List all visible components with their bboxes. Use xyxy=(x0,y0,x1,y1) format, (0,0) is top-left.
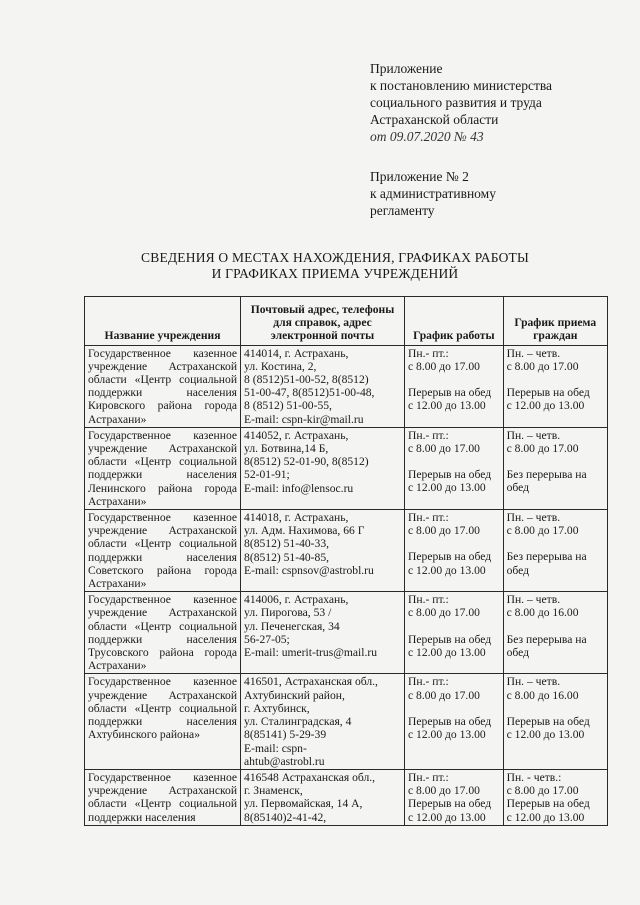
reception-schedule-cell-line: с 12.00 до 13.00 xyxy=(506,399,585,413)
work-schedule-cell-line: с 8.00 до 17.00 xyxy=(408,442,480,456)
table-row xyxy=(85,592,608,674)
reception-schedule-cell-line: Без перерыва на xyxy=(506,468,587,482)
work-schedule-cell-line: Перерыв на обед xyxy=(408,468,492,482)
attachment2-line: Приложение № 2 xyxy=(370,169,469,184)
address-cell-line: 8 (8512) 51-00-55, xyxy=(244,399,332,413)
institution-name: Государственное казенное учреждение Астраханской области «Центр социальной поддержки населения Ленинского района города Астрахани» xyxy=(85,427,241,509)
work-schedule-cell xyxy=(405,510,504,592)
work-schedule-cell-line: с 12.00 до 13.00 xyxy=(408,645,486,659)
institution-name: Государственное казенное учреждение Астраханской области «Центр социальной поддержки населения Трусовского района города Астрахани» xyxy=(85,592,241,674)
work-schedule-cell-line: Пн.- пт.: xyxy=(408,593,449,607)
reception-schedule-cell-line: с 12.00 до 13.00 xyxy=(506,810,585,824)
work-schedule-cell xyxy=(405,769,504,825)
address-cell-line: ул. Ботвина,14 Б, xyxy=(244,442,329,456)
work-schedule-cell-line: Перерыв на обед xyxy=(408,632,492,646)
header-address: Почтовый адрес, телефоны для справок, адрес электронной почты xyxy=(241,297,405,346)
address-cell-line: ahtub@astrobl.ru xyxy=(244,754,325,768)
work-schedule-cell-line: Пн.- пт.: xyxy=(408,346,449,360)
address-cell xyxy=(241,427,405,509)
address-cell-line: E-mail: umerit-trus@mail.ru xyxy=(244,646,378,660)
attachment2-line: регламенту xyxy=(370,203,435,218)
work-schedule-cell-line: с 12.00 до 13.00 xyxy=(408,810,486,824)
reception-schedule-cell-line: обед xyxy=(506,481,530,495)
address-cell-line: 8(85141) 5-29-39 xyxy=(244,728,327,742)
table-row xyxy=(85,674,608,769)
address-cell-line: 56-27-05; xyxy=(244,632,290,646)
reception-schedule-cell xyxy=(503,592,607,674)
spacer xyxy=(507,620,604,633)
address-cell-line: 8(85140)2-41-42, xyxy=(244,810,327,824)
address-cell-line: E-mail: cspn-kir@mail.ru xyxy=(244,412,364,426)
address-cell-line: 52-01-91; xyxy=(244,468,290,482)
attachment-line: Астраханской области xyxy=(370,112,499,127)
reception-schedule-cell xyxy=(503,345,607,427)
address-cell xyxy=(241,345,405,427)
address-cell-line: 8(8512) 52-01-90, 8(8512) xyxy=(244,455,369,469)
spacer xyxy=(507,702,604,715)
reception-schedule-cell-line: Без перерыва на xyxy=(506,550,587,564)
attachment-block xyxy=(370,60,552,145)
work-schedule-cell-line: Пн.- пт.: xyxy=(408,770,449,784)
work-schedule-cell xyxy=(405,592,504,674)
address-cell-line: ул. Костина, 2, xyxy=(244,359,317,373)
address-cell-line: Ахтубинский район, xyxy=(244,688,345,702)
reception-schedule-cell-line: Пн. – четв. xyxy=(506,675,561,689)
address-cell-line: 8(8512) 51-40-33, xyxy=(244,537,330,551)
work-schedule-cell-line: Перерыв на обед xyxy=(408,386,492,400)
reception-schedule-cell-line: Пн. – четв. xyxy=(506,346,561,360)
address-cell-line: E-mail: cspn- xyxy=(244,741,307,755)
reception-schedule-cell xyxy=(503,427,607,509)
work-schedule-cell-line: Перерыв на обед xyxy=(408,714,492,728)
attachment-date-line: от 09.07.2020 № 43 xyxy=(370,129,484,144)
reception-schedule-cell-line: с 8.00 до 16.00 xyxy=(506,688,579,702)
reception-schedule-cell-line: Пн. – четв. xyxy=(506,593,561,607)
address-cell-line: E-mail: info@lensoc.ru xyxy=(244,481,354,495)
address-cell xyxy=(241,592,405,674)
work-schedule-cell-line: с 8.00 до 17.00 xyxy=(408,688,480,702)
spacer xyxy=(408,455,500,468)
address-cell-line: 51-00-47, 8(8512)51-00-48, xyxy=(244,386,375,400)
address-cell xyxy=(241,769,405,825)
address-cell-line: 416548 Астраханская обл., xyxy=(244,770,376,784)
address-cell-line: ул. Первомайская, 14 А, xyxy=(244,797,363,811)
institution-name: Государственное казенное учреждение Астраханской области «Центр социальной поддержки населения Ахтубинского района» xyxy=(85,674,241,769)
reception-schedule-cell-line: Пн. – четв. xyxy=(506,511,561,525)
spacer xyxy=(507,537,604,550)
address-cell-line: ул. Адм. Нахимова, 66 Г xyxy=(244,524,365,538)
spacer xyxy=(408,620,500,633)
work-schedule-cell-line: Пн.- пт.: xyxy=(408,428,449,442)
spacer xyxy=(408,537,500,550)
institution-name: Государственное казенное учреждение Астраханской области «Центр социальной поддержки населения Советского района города Астрахани» xyxy=(85,510,241,592)
spacer xyxy=(408,373,500,386)
attachment2-line: к административному xyxy=(370,186,496,201)
work-schedule-cell-line: с 8.00 до 17.00 xyxy=(408,606,480,620)
address-cell-line: ул. Печенегская, 34 xyxy=(244,619,340,633)
work-schedule-cell xyxy=(405,345,504,427)
reception-schedule-cell-line: с 8.00 до 16.00 xyxy=(506,606,579,620)
address-cell-line: 414006, г. Астрахань, xyxy=(244,593,349,607)
reception-schedule-cell-line: Перерыв на обед xyxy=(506,386,590,400)
table-header-row xyxy=(85,297,608,346)
heading-line: СВЕДЕНИЯ О МЕСТАХ НАХОЖДЕНИЯ, ГРАФИКАХ РАБОТЫ xyxy=(141,250,529,265)
attachment-line: к постановлению министерства xyxy=(370,78,553,93)
institution-name: Государственное казенное учреждение Астраханской области «Центр социальной поддержки населения Кировского района города Астрахани» xyxy=(85,345,241,427)
attachment-line: Приложение xyxy=(370,61,443,76)
attachment2-block xyxy=(370,168,496,219)
table-row xyxy=(85,510,608,592)
address-cell-line: 8(8512) 51-40-85, xyxy=(244,550,330,564)
header-reception: График приема граждан xyxy=(503,297,607,346)
table-row xyxy=(85,345,608,427)
work-schedule-cell-line: Пн.- пт.: xyxy=(408,511,449,525)
reception-schedule-cell-line: с 12.00 до 13.00 xyxy=(506,728,585,742)
address-cell-line: г. Знаменск, xyxy=(244,784,303,798)
address-cell-line: г. Ахтубинск, xyxy=(244,701,310,715)
reception-schedule-cell-line: обед xyxy=(506,563,530,577)
work-schedule-cell xyxy=(405,674,504,769)
table-row xyxy=(85,769,608,825)
reception-schedule-cell-line: с 8.00 до 17.00 xyxy=(506,524,579,538)
address-cell xyxy=(241,674,405,769)
address-cell xyxy=(241,510,405,592)
address-cell-line: 414018, г. Астрахань, xyxy=(244,511,349,525)
reception-schedule-cell-line: Без перерыва на xyxy=(506,632,587,646)
spacer xyxy=(507,373,604,386)
reception-schedule-cell-line: Перерыв на обед xyxy=(506,797,590,811)
spacer xyxy=(408,702,500,715)
work-schedule-cell-line: с 8.00 до 17.00 xyxy=(408,784,480,798)
spacer xyxy=(507,455,604,468)
work-schedule-cell-line: с 12.00 до 13.00 xyxy=(408,399,486,413)
header-name: Название учреждения xyxy=(85,297,241,346)
address-cell-line: 416501, Астраханская обл., xyxy=(244,675,378,689)
institution-name: Государственное казенное учреждение Астраханской области «Центр социальной поддержки населения xyxy=(85,769,241,825)
work-schedule-cell-line: Перерыв на обед xyxy=(408,797,492,811)
work-schedule-cell-line: с 8.00 до 17.00 xyxy=(408,359,480,373)
address-cell-line: 414014, г. Астрахань, xyxy=(244,346,349,360)
address-cell-line: ул. Пирогова, 53 / xyxy=(244,606,332,620)
reception-schedule-cell-line: Пн. - четв.: xyxy=(506,770,562,784)
address-cell-line: E-mail: cspnsov@astrobl.ru xyxy=(244,563,374,577)
heading-line: И ГРАФИКАХ ПРИЕМА УЧРЕЖДЕНИЙ xyxy=(211,266,459,281)
reception-schedule-cell xyxy=(503,510,607,592)
attachment-line: социального развития и труда xyxy=(370,95,542,110)
reception-schedule-cell xyxy=(503,674,607,769)
work-schedule-cell-line: с 12.00 до 13.00 xyxy=(408,481,486,495)
work-schedule-cell xyxy=(405,427,504,509)
reception-schedule-cell-line: с 8.00 до 17.00 xyxy=(506,784,579,798)
header-work: График работы xyxy=(405,297,504,346)
work-schedule-cell-line: Пн.- пт.: xyxy=(408,675,449,689)
reception-schedule-cell-line: обед xyxy=(506,645,530,659)
address-cell-line: 414052, г. Астрахань, xyxy=(244,428,349,442)
work-schedule-cell-line: с 8.00 до 17.00 xyxy=(408,524,480,538)
address-cell-line: 8 (8512)51-00-52, 8(8512) xyxy=(244,373,369,387)
reception-schedule-cell-line: с 8.00 до 17.00 xyxy=(506,442,579,456)
work-schedule-cell-line: с 12.00 до 13.00 xyxy=(408,563,486,577)
document-heading xyxy=(120,250,550,282)
work-schedule-cell-line: с 12.00 до 13.00 xyxy=(408,728,486,742)
reception-schedule-cell-line: с 8.00 до 17.00 xyxy=(506,359,579,373)
reception-schedule-cell-line: Перерыв на обед xyxy=(506,714,590,728)
reception-schedule-cell xyxy=(503,769,607,825)
institutions-table xyxy=(84,296,608,826)
table-body xyxy=(85,345,608,825)
work-schedule-cell-line: Перерыв на обед xyxy=(408,550,492,564)
table-row xyxy=(85,427,608,509)
address-cell-line: ул. Сталинградская, 4 xyxy=(244,715,352,729)
reception-schedule-cell-line: Пн. – четв. xyxy=(506,428,561,442)
